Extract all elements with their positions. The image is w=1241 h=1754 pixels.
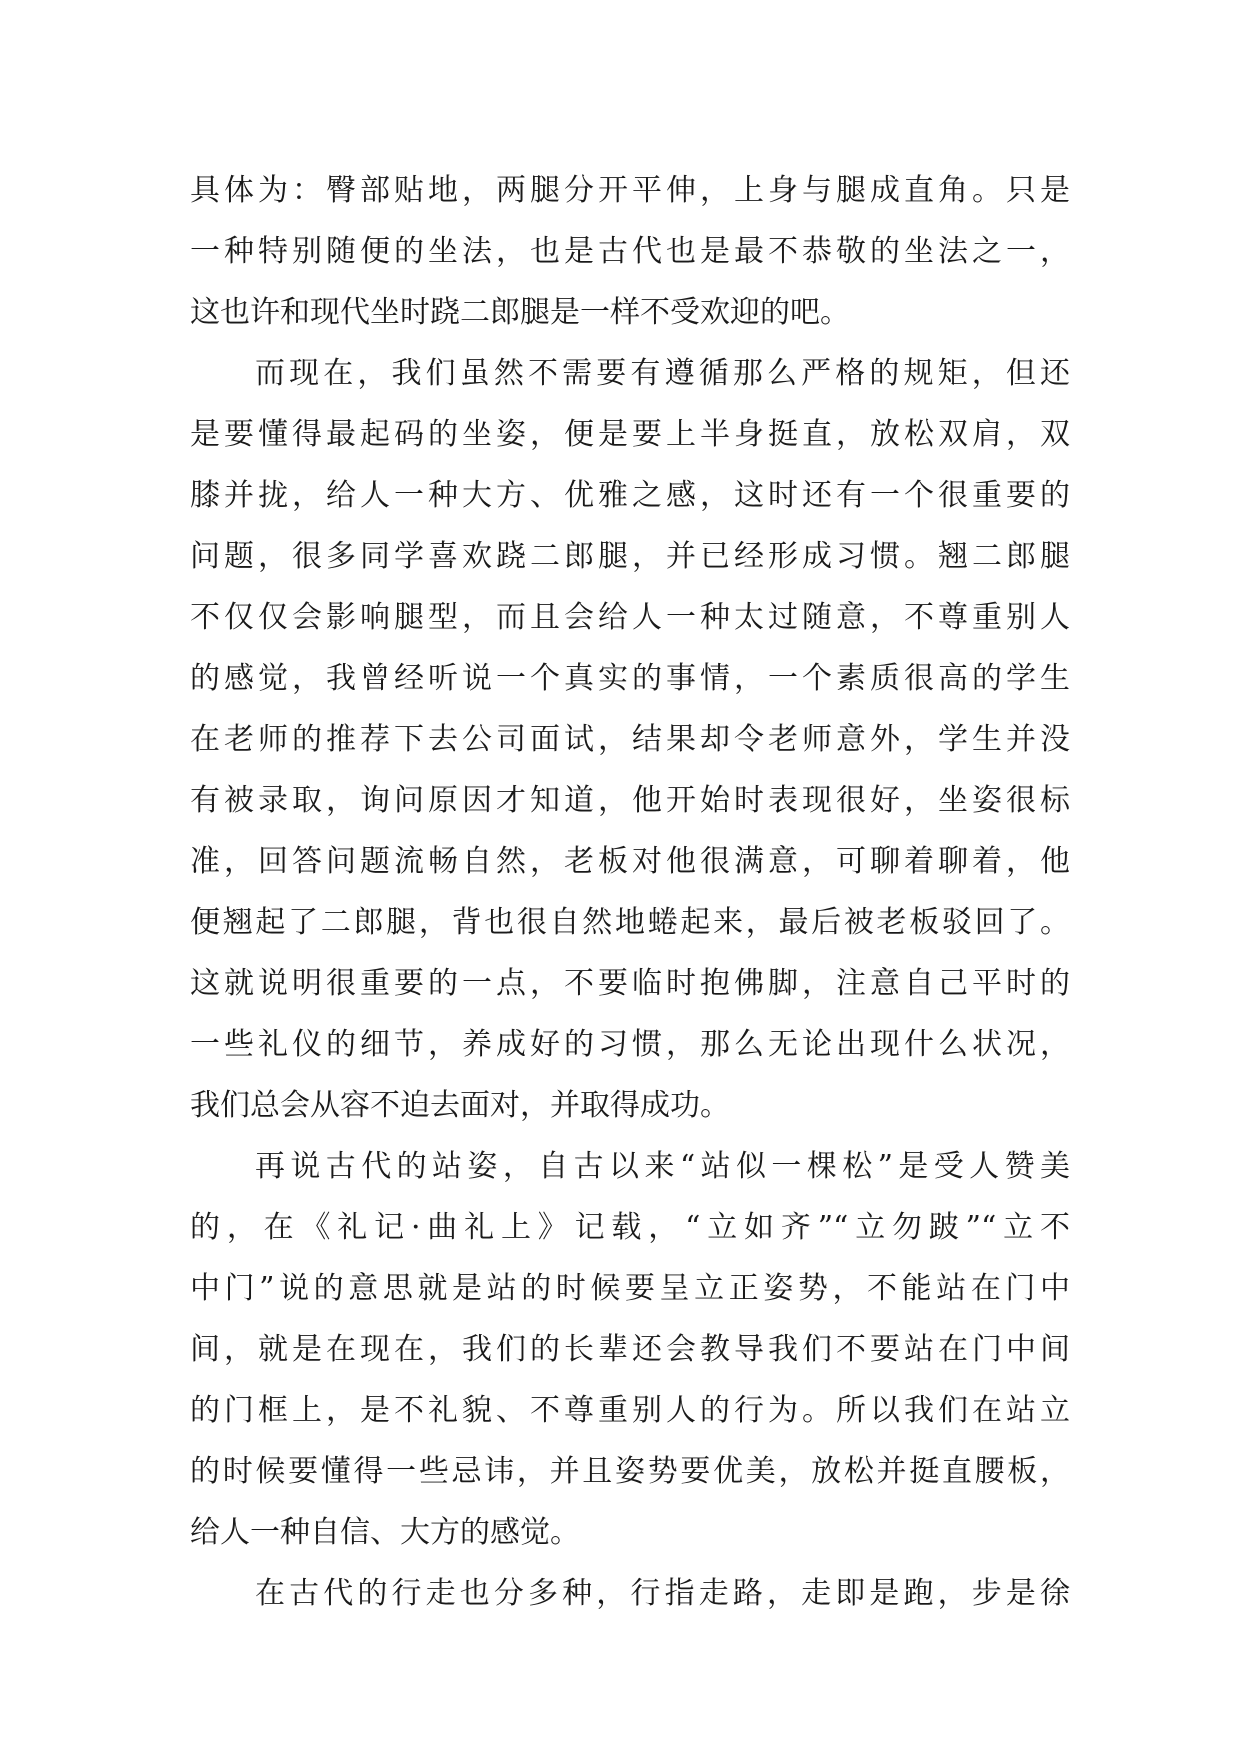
text-line: 这也许和现代坐时跷二郎腿是一样不受欢迎的吧。 — [190, 295, 850, 330]
text-line: 一种特别随便的坐法，也是古代也是最不恭敬的坐法之一， — [190, 234, 1070, 269]
text-line: 膝并拢，给人一种大方、优雅之感，这时还有一个很重要的 — [190, 478, 1070, 513]
text-line: 便翘起了二郎腿，背也很自然地蜷起来，最后被老板驳回了。 — [190, 905, 1070, 940]
text-line: 这就说明很重要的一点，不要临时抱佛脚，注意自己平时的 — [190, 966, 1070, 1001]
text-line: 的，在《礼记·曲礼上》记载，“立如齐”“立勿跛”“立不 — [190, 1210, 1070, 1245]
text-line: 我们总会从容不迫去面对，并取得成功。 — [190, 1088, 730, 1123]
text-line: 问题，很多同学喜欢跷二郎腿，并已经形成习惯。翘二郎腿 — [190, 539, 1070, 574]
text-line: 在老师的推荐下去公司面试，结果却令老师意外，学生并没 — [190, 722, 1070, 757]
text-line: 再说古代的站姿，自古以来“站似一棵松”是受人赞美 — [255, 1149, 1070, 1184]
text-line: 的感觉，我曾经听说一个真实的事情，一个素质很高的学生 — [190, 661, 1070, 696]
text-line: 是要懂得最起码的坐姿，便是要上半身挺直，放松双肩，双 — [190, 417, 1070, 452]
text-line: 间，就是在现在，我们的长辈还会教导我们不要站在门中间 — [190, 1332, 1070, 1367]
text-line: 准，回答问题流畅自然，老板对他很满意，可聊着聊着，他 — [190, 844, 1070, 879]
document-body — [190, 160, 1070, 1624]
text-line: 的时候要懂得一些忌讳，并且姿势要优美，放松并挺直腰板， — [190, 1454, 1070, 1489]
text-line: 一些礼仪的细节，养成好的习惯，那么无论出现什么状况， — [190, 1027, 1070, 1062]
text-line: 不仅仅会影响腿型，而且会给人一种太过随意，不尊重别人 — [190, 600, 1070, 635]
text-line: 中门”说的意思就是站的时候要呈立正姿势，不能站在门中 — [190, 1271, 1070, 1306]
text-line: 而现在，我们虽然不需要有遵循那么严格的规矩，但还 — [255, 356, 1070, 391]
text-line: 有被录取，询问原因才知道，他开始时表现很好，坐姿很标 — [190, 783, 1070, 818]
text-line: 具体为：臀部贴地，两腿分开平伸，上身与腿成直角。只是 — [190, 173, 1070, 208]
text-line: 在古代的行走也分多种，行指走路，走即是跑，步是徐 — [255, 1576, 1070, 1611]
text-line: 的门框上，是不礼貌、不尊重别人的行为。所以我们在站立 — [190, 1393, 1070, 1428]
text-line: 给人一种自信、大方的感觉。 — [190, 1515, 580, 1550]
